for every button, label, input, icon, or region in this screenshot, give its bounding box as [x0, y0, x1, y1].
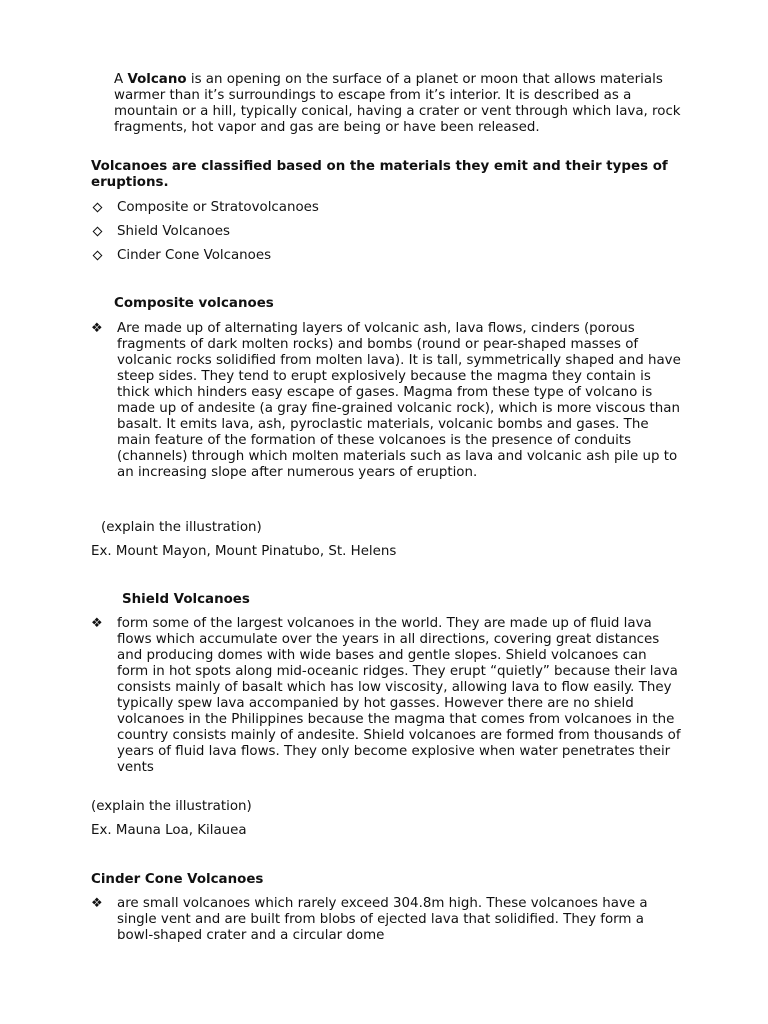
intro-text: is an opening on the surface of a planet or moon that allows materials warmer than it’s surroundings to escape from it’s interior. It is described as a mountain or a hill, typically conical, having a crater or vent through which lava, rock fragments, hot vapor and gas are being or have been released.: [114, 72, 681, 135]
hollow-diamond-icon: [93, 203, 103, 213]
cinder-bullet: [91, 896, 691, 944]
shield-illustration-note: (explain the illustration): [91, 799, 252, 814]
four-diamond-star-icon: ❖: [91, 321, 103, 336]
volcano-term: Volcano: [127, 72, 187, 87]
composite-illustration-note: (explain the illustration): [101, 520, 262, 535]
classification-statement: Volcanoes are classified based on the materials they emit and their types of eruptions.: [91, 159, 668, 190]
list-item-label: Shield Volcanoes: [117, 224, 230, 239]
hollow-diamond-icon: [93, 251, 103, 261]
composite-heading: Composite volcanoes: [114, 296, 274, 311]
composite-description: Are made up of alternating layers of volcanic ash, lava flows, cinders (porous fragments of dark molten rocks) and bombs (round or pear-shaped masses of volcanic rocks solidified from molten lava). It is tall, symmetrically shaped and have steep sides. They tend to erupt explosively because the magma they contain is thick which hinders easy escape of gases. Magma from these type of volcano is made up of andesite (a gray fine-grained volcanic rock), which is more viscous than basalt. It emits lava, ash, pyroclastic materials, volcanic bombs and gases. The main feature of the formation of these volcanoes is the presence of conduits (channels) through which molten materials such as lava and volcanic ash pile up to an increasing slope after numerous years of eruption.: [117, 321, 681, 480]
composite-examples: Ex. Mount Mayon, Mount Pinatubo, St. Helens: [91, 544, 397, 559]
shield-description: form some of the largest volcanoes in the world. They are made up of fluid lava flows which accumulate over the years in all directions, covering great distances and producing domes with wide bases and gentle slopes. Shield volcanoes can form in hot spots along mid-oceanic ridges. They erupt “quietly” because their lava consists mainly of basalt which has low viscosity, allowing lava to flow easily. They typically spew lava accompanied by hot gasses. However there are no shield volcanoes in the Philippines because the magma that comes from volcanoes in the country consists mainly of andesite. Shield volcanoes are formed from thousands of years of fluid lava flows. They only become explosive when water penetrates their vents: [117, 616, 681, 775]
composite-bullet: [91, 321, 691, 481]
shield-bullet: [91, 616, 691, 776]
cinder-heading: Cinder Cone Volcanoes: [91, 872, 264, 887]
list-item-label: Composite or Stratovolcanoes: [117, 200, 319, 215]
shield-heading: Shield Volcanoes: [122, 592, 250, 607]
cinder-description: are small volcanoes which rarely exceed 304.8m high. These volcanoes have a single vent and are built from blobs of ejected lava that solidified. They form a bowl-shaped crater and a circular dome: [117, 896, 648, 943]
shield-examples: Ex. Mauna Loa, Kilauea: [91, 823, 247, 838]
four-diamond-star-icon: ❖: [91, 616, 103, 631]
intro-paragraph: [114, 72, 684, 136]
four-diamond-star-icon: ❖: [91, 896, 103, 911]
hollow-diamond-icon: [93, 227, 103, 237]
list-item-label: Cinder Cone Volcanoes: [117, 248, 272, 263]
intro-article: A: [114, 72, 124, 87]
